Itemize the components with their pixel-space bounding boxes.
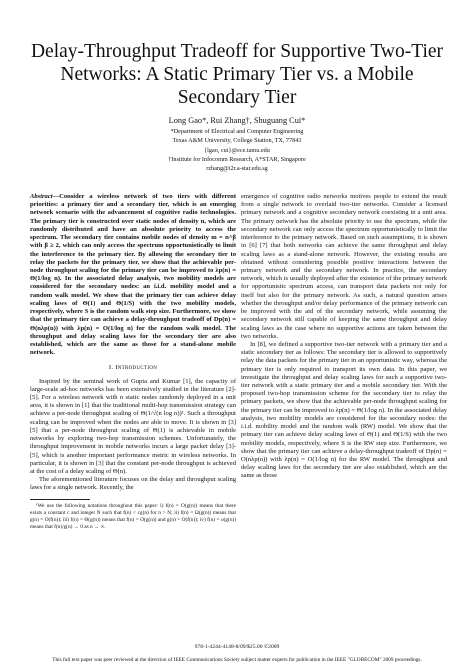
intro-paragraph-2: The aforementioned literature focuses on the delay and throughput scaling laws for a single network. Recently, the bbox=[30, 476, 236, 492]
peer-review-note: This full text paper was peer reviewed at the direction of IEEE Communications Society subject matter experts for publication in the IEEE "GLOBECOM" 2009 proceedings. bbox=[52, 657, 422, 663]
intro-paragraph-3: emergence of cognitive radio networks motives people to extend the result from a single network to overlaid two-tier networks. Consider a licensed primary network and a cognitive secondary network coexisting in a unit area. The primary network has the absolute priority to use the spectrum, while the secondary network can only access the spectrum opportunistically to limit the interference to the primary network. Based on such assumptions, it is shown in [6] [7] that both networks can achieve the same throughput and delay scaling laws as a stand-alone network. However, the existing results are obtained without considering possible positive interactions between the primary network and the secondary network. In practice, the secondary network, which is usually deployed after the existence of the primary network for opportunistic spectrum access, can transport data packets not only for itself but also for the primary network. As such, a natural question arises whether the throughput and/or delay performance of the primary network can be improved with the aid of the secondary network, while assuming the secondary network still capable of keeping the same throughput and delay scaling laws as the case where no supportive actions are taken between the two networks. bbox=[241, 193, 447, 340]
footnote-notation: ¹We use the following notations throughout this paper: i) f(n) = O(g(n)) means that there exists a constant c and integer N such that f(n) < cg(n) for n > N; ii) f(n) = Ω(g(n)) means that g(n) = O(f(n)); iii) f(n) = Θ(g(n)) means that f(n) = O(g(n)) and g(n) = O(f(n)); iv) f(n) = o(g(n)) means that f(n)/g(n) → 0 as n → ∞. bbox=[30, 502, 236, 530]
left-column bbox=[30, 193, 236, 531]
footnote-divider bbox=[30, 499, 90, 500]
author-list: Long Gao*, Rui Zhang†, Shuguang Cui* bbox=[168, 116, 306, 125]
abstract-lead: Abstract bbox=[30, 193, 53, 200]
author-affiliations: *Department of Electrical and Computer Engineering Texas A&M University, College Station, TX, 77843 {lgao, cui}@ece.tamu.edu †Institute for Infocomm Research, A*STAR, Singapore rzhang@i2r.a-star.edu.sg bbox=[168, 128, 306, 173]
abstract bbox=[30, 193, 236, 357]
abstract-body: —Consider a wireless network of two tiers with different priorities: a primary tier and a secondary tier, which is an emerging network scenario with the advancement of cognitive radio technologies. The primary tier is constructed over static nodes of density n, which are randomly distributed and have an absolute priority to access the spectrum. The secondary tier contains mobile nodes of density m = n^β with β ≥ 2, which can only access the spectrum opportunistically to limit the interference to the primary tier. By allowing the secondary tier to relay the packets for the primary tier, we show that the achievable per-node throughput scaling for the primary tier can be improved to λp(n) = Θ(1/log n). In the associated delay analysis, two mobility models are considered for the secondary nodes: an i.i.d. mobility model and a random walk model. We show that the primary tier can achieve delay scaling laws of Θ(1) and Θ(1/S) with the two mobility models, respectively, where S is the random walk step size. Furthermore, we show that the primary tier can achieve a delay-throughput tradeoff of Dp(n) = Θ(nλp(n)) with λp(n) = O(1/log n) for the random walk model. The throughput and delay scaling laws for the secondary tier are also established, which are the same as those for a stand-alone mobile network. bbox=[30, 193, 236, 357]
right-column bbox=[241, 193, 447, 481]
intro-paragraph-4: In [8], we defined a supportive two-tier network with a primary tier and a static secondary tier as follows: The secondary tier is allowed to supportively relay the data packets for the primary tier in an opportunistic way, whereas the primary tier is only required to transport its own data. In this paper, we investigate the throughput and delay scaling laws for such a supportive two-tier network with a static primary tier and a mobile secondary tier. With the proposed two-hop transmission scheme for the secondary tier to relay the primary packets, we show that the achievable per-node throughput scaling for the primary tier can be improved to λp(n) = Θ(1/log n). In the associated delay analysis, two mobility models are considered for the secondary nodes: the i.i.d. mobility model and the random walk (RW) model. We show that the primary tier can achieve delay scaling laws of Θ(1) and Θ(1/S) with the two mobility models, respectively, where S is the RW step size. Furthermore, we show that the primary tier can achieve a delay-throughput tradeoff of Dp(n) = O(nλp(n)) with λp(n) = O(1/log n) for the RW model. The throughput and delay scaling laws for the secondary tier are also established, which are the same as those bbox=[241, 340, 447, 480]
isbn-line: 978-1-4244-4148-8/09/$25.00 ©2009 bbox=[194, 644, 280, 650]
paper-title: Delay-Throughput Tradeoff for Supportive Two-Tier Networks: A Static Primary Tier vs. a Mobile Secondary Tier bbox=[30, 41, 444, 108]
section-heading-introduction: I. Introduction bbox=[108, 364, 158, 372]
intro-paragraph-1: Inspired by the seminal work of Gupta and Kumar [1], the capacity of large-scale ad-hoc networks has been extensively studied in the literature [2]-[5]. For a wireless network with n static nodes randomly deployed in a unit area, it is shown in [1] that the traditional multi-hop transmission strategy can achieve a per-node throughput scaling of Θ(1/√(n log n))¹. Such a throughput scaling can be improved when the nodes are able to move. It is shown in [3] [5] that a per-node throughput scaling of Θ(1) is achievable in mobile networks by exploring two-hop transmission schemes. Unfortunately, the throughput improvement in mobile networks incurs a large packet delay [3]-[5], which is another important performance metric in wireless networks. In particular, it is shown in [3] that the constant per-node throughput is achieved at the cost of a delay scaling of Θ(n). bbox=[30, 377, 236, 475]
